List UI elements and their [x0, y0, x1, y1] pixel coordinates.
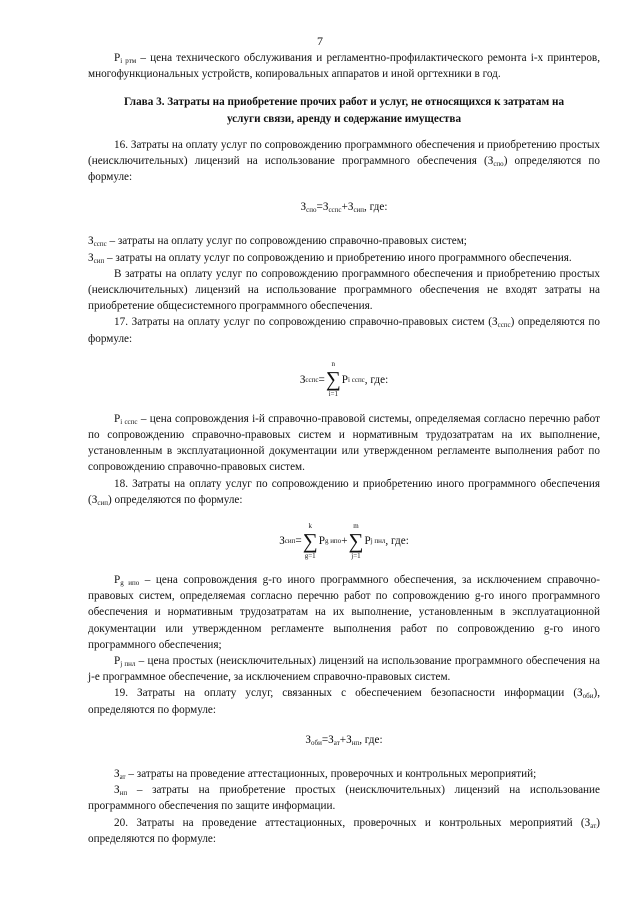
formula-lhs: З: [305, 733, 312, 746]
definition-p-i-sspc: [88, 411, 600, 476]
formula-operator: +: [341, 201, 348, 214]
formula-term: P: [341, 373, 349, 386]
paragraph-20: [88, 815, 600, 847]
sum-lower-limit: i=1: [328, 390, 338, 399]
summation: [326, 360, 341, 399]
formula-tail: , где:: [359, 733, 383, 746]
sum-lower-limit: j=1: [351, 551, 361, 560]
formula-lhs: З: [299, 373, 306, 386]
paragraph-p-rtm-definition: [88, 50, 600, 82]
formula-operator: +: [341, 534, 348, 547]
formula-19: [88, 732, 600, 752]
definition-z-np: [88, 782, 600, 814]
formula-subscript: нп: [351, 738, 360, 747]
definition-text: – цена сопровождения i-й справочно-правовой системы, определяемая согласно перечню работ по сопровождению справочно-правовых систем и нормативным трудозатратам на их выполнение, установленным в эксплуатационной документации или утвержденном регламенте выполнения работ по сопровождению справочно-правовых систем.: [88, 412, 600, 474]
paragraph-19: [88, 685, 600, 717]
symbol-subscript: j пнл: [120, 660, 136, 669]
paragraph-text: ), определяются по формуле:: [88, 687, 600, 716]
formula-16: [88, 199, 600, 219]
symbol-subscript: сспс: [497, 321, 511, 330]
formula-operator: +: [339, 733, 347, 746]
formula-operator: =: [321, 733, 329, 746]
summation-2: [349, 522, 364, 561]
formula-subscript: ат: [333, 738, 340, 747]
formula-term: З: [346, 733, 352, 746]
formula-term: З: [347, 201, 354, 214]
summation-1: [303, 522, 318, 561]
paragraph-16-note: В затраты на оплату услуг по сопровождению программного обеспечения и приобретению простых (неисключительных) лицензий на использование программного обеспечения не входят затраты на приобретение общесистемного программного обеспечения.: [88, 267, 600, 313]
symbol-subscript: сип: [97, 498, 108, 507]
symbol: З: [114, 767, 120, 780]
symbol: З: [114, 784, 120, 797]
symbol: P: [114, 574, 121, 587]
formula-subscript: сспс: [328, 206, 342, 215]
paragraph-17: [88, 314, 600, 346]
definition-text: – цена простых (неисключительных) лицензий на использование программного обеспечения на j-е программное обеспечение, за исключением справочно-правовых систем.: [88, 655, 600, 684]
sigma-symbol: ∑: [302, 528, 318, 553]
sum-upper-limit: k: [308, 521, 312, 530]
formula-expression: З сип = k ∑ g=1 P g ипо + m ∑ j=1 P j пнл , где:: [279, 521, 409, 560]
sigma-symbol: ∑: [325, 367, 341, 392]
paragraph-text: ) определяются по формуле:: [88, 316, 600, 345]
symbol-subscript: оби: [582, 692, 594, 701]
formula-lhs: З: [300, 201, 307, 214]
paragraph-text: ) определяются по формуле:: [88, 816, 600, 845]
paragraph-18: [88, 476, 600, 508]
symbol-subscript: i сспс: [120, 417, 138, 426]
paragraph-text: 19. Затраты на оплату услуг, связанных с обеспечением безопасности информации (З: [114, 687, 583, 700]
formula-subscript: оби: [311, 738, 322, 747]
chapter-heading: Глава 3. Затраты на приобретение прочих работ и услуг, не относящихся к затратам на услуги связи, аренду и содержание имущества: [123, 96, 565, 125]
page-number: 7: [317, 34, 323, 48]
definition-p-g-ipo: [88, 572, 600, 653]
paragraph-text: 16. Затраты на оплату услуг по сопровождению программного обеспечения и приобретению простых (неисключительных) лицензий на использование программного обеспечения (З: [88, 138, 600, 168]
symbol-subscript: i ртм: [120, 57, 137, 65]
formula-term: З: [322, 201, 329, 214]
symbol-subscript: ат: [119, 772, 126, 781]
sum-upper-limit: n: [331, 360, 336, 369]
formula-tail: , где:: [385, 534, 409, 547]
symbol-subscript: спо: [493, 160, 504, 169]
definition-p-j-pnl: [88, 653, 600, 685]
definition-text: – затраты на приобретение простых (неисключительных) лицензий на использование программного обеспечения по защите информации.: [88, 784, 600, 813]
definition-text: – цена технического обслуживания и регламентно-профилактического ремонта i-х принтеров, многофункциональных устройств, копировальных аппаратов и иной оргтехники в год.: [88, 52, 601, 81]
definition-text: – цена сопровождения g-го иного программного обеспечения, за исключением справочно-правовых систем, определяемая согласно перечню работ по сопровождению g-го иного программного обеспечения и нормативным трудозатратам на их выполнение, установленным в эксплуатационной документации или утвержденном регламенте выполнения работ по сопровождению g-го иного программного обеспечения;: [88, 574, 600, 651]
formula-17: [88, 355, 600, 405]
definition-z-sspc: [88, 233, 600, 249]
symbol-subscript: g ипо: [120, 579, 140, 588]
paragraph-text: 17. Затраты на оплату услуг по сопровождению справочно-правовых систем (З: [114, 316, 498, 329]
formula-term: P: [364, 534, 371, 547]
paragraph-16: [88, 137, 600, 186]
symbol-subscript: сспс: [93, 240, 107, 249]
formula-subscript: сип: [353, 206, 365, 215]
symbol-subscript: нп: [119, 789, 128, 798]
formula-tail: , где:: [364, 201, 388, 214]
formula-operator: =: [318, 373, 325, 386]
symbol: P: [114, 52, 121, 64]
paragraph-text: ) определяются по формуле:: [88, 155, 600, 184]
definition-text: – затраты на оплату услуг по сопровождению справочно-правовых систем;: [106, 235, 467, 248]
symbol: З: [88, 235, 94, 248]
definition-text: – затраты на оплату услуг по сопровождению и приобретению иного программного обеспечения.: [104, 251, 572, 264]
sigma-symbol: ∑: [348, 528, 364, 553]
symbol: З: [88, 251, 94, 264]
paragraph-text: 20. Затраты на проведение аттестационных, проверочных и контрольных мероприятий (З: [114, 816, 591, 829]
formula-tail: , где:: [364, 373, 389, 386]
formula-expression: З сспс = n ∑ i=1 P i сспс , где:: [299, 360, 389, 399]
formula-subscript: спо: [306, 206, 317, 215]
symbol: P: [114, 412, 121, 425]
formula-operator: =: [295, 534, 302, 547]
symbol-subscript: сип: [93, 256, 105, 265]
definition-text: – затраты на проведение аттестационных, проверочных и контрольных мероприятий;: [125, 767, 537, 780]
formula-lhs: З: [279, 534, 285, 547]
formula-18: [88, 516, 600, 566]
formula-term: З: [328, 733, 334, 746]
paragraph-text: 18. Затраты на оплату услуг по сопровождению и приобретению иного программного обеспечения (З: [88, 477, 600, 506]
definition-z-at: [88, 766, 600, 782]
document-body: [88, 50, 600, 847]
formula-term: P: [318, 534, 325, 547]
sum-lower-limit: g=1: [304, 551, 316, 560]
sum-upper-limit: m: [353, 521, 359, 530]
paragraph-text: ) определяются по формуле:: [107, 493, 243, 506]
symbol: P: [114, 655, 121, 668]
formula-operator: =: [316, 201, 323, 214]
definition-z-sip: [88, 250, 600, 266]
symbol-subscript: ат: [590, 821, 597, 830]
